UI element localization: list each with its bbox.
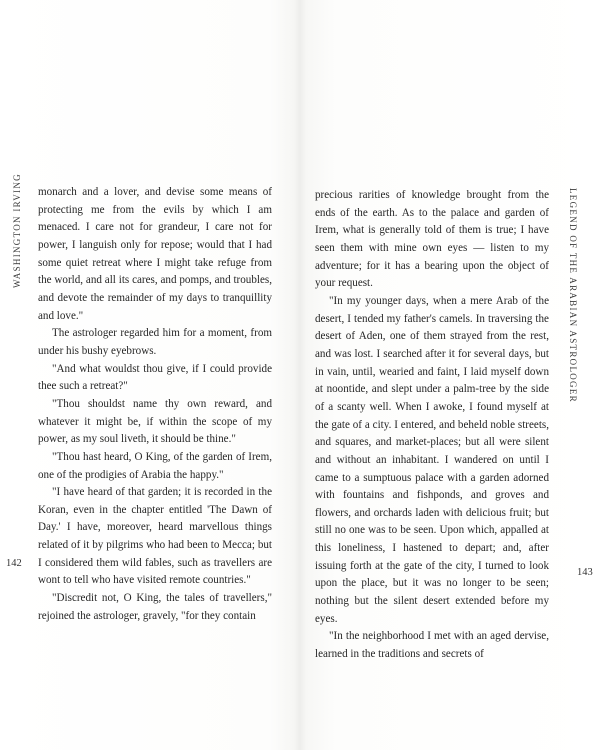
right-page-number: 143 [577, 567, 593, 578]
paragraph: "In the neighborhood I met with an aged dervise, learned in the traditions and secrets of [315, 630, 549, 661]
right-page-text [315, 187, 549, 664]
right-running-head: LEGEND OF THE ARABIAN ASTROLOGER [568, 188, 578, 403]
paragraph: "I have heard of that garden; it is recorded in the Koran, even in the chapter entitled 'The Dawn of Day.' I have, moreover, heard marvellous things related of it by pilgrims who had been to Mecca; but I considered them wild fables, such as travellers are wont to tell who have visited remote countries." [38, 486, 272, 587]
left-page-text [38, 184, 272, 625]
paragraph: monarch and a lover, and devise some means of protecting me from the evils by which I am menaced. I care not for grandeur, I care not for power, I languish only for repose; would that I had some quiet retreat where I might take refuge from the world, and all its cares, and pomps, and troubles, and devote the remainder of my days to tranquillity and love." [38, 186, 272, 322]
paragraph: "Thou shouldst name thy own reward, and whatever it might be, if within the scope of my power, as my soul liveth, it should be thine." [38, 397, 272, 446]
left-page-number: 142 [6, 558, 22, 569]
paragraph: "In my younger days, when a mere Arab of the desert, I tended my father's camels. In traversing the desert of Aden, one of them strayed from the rest, and was lost. I searched after it for several days, but in vain, until, wearied and faint, I laid myself down at noontide, and slept under a palm-tree by the side of a scanty well. When I awoke, I found myself at the gate of a city. I entered, and beheld noble streets, and squares, and market-places; but all were silent and without an inhabitant. I wandered on until I came to a sumptuous palace with a garden adorned with fountains and fishponds, and groves and flowers, and orchards laden with delicious fruit; but still no one was to be seen. Upon which, appalled at this loneliness, I hastened to depart; and, after issuing forth at the gate of the city, I turned to look upon the place, but it was no longer to be seen; nothing but the silent desert extended before my eyes. [315, 294, 549, 625]
left-running-head: WASHINGTON IRVING [12, 173, 22, 288]
paragraph: "Thou hast heard, O King, of the garden of Irem, one of the prodigies of Arabia the happy." [38, 450, 272, 481]
paragraph: precious rarities of knowledge brought from the ends of the earth. As to the palace and garden of Irem, what is generally told of them is true; I have seen them with mine own eyes — listen to my adventure; for it has a bearing upon the object of your request. [315, 189, 549, 290]
paragraph: The astrologer regarded him for a moment, from under his bushy eyebrows. [38, 327, 272, 357]
paragraph: "And what wouldst thou give, if I could provide thee such a retreat?" [38, 362, 272, 393]
paragraph: "Discredit not, O King, the tales of travellers," rejoined the astrologer, gravely, "for they contain [38, 592, 272, 622]
